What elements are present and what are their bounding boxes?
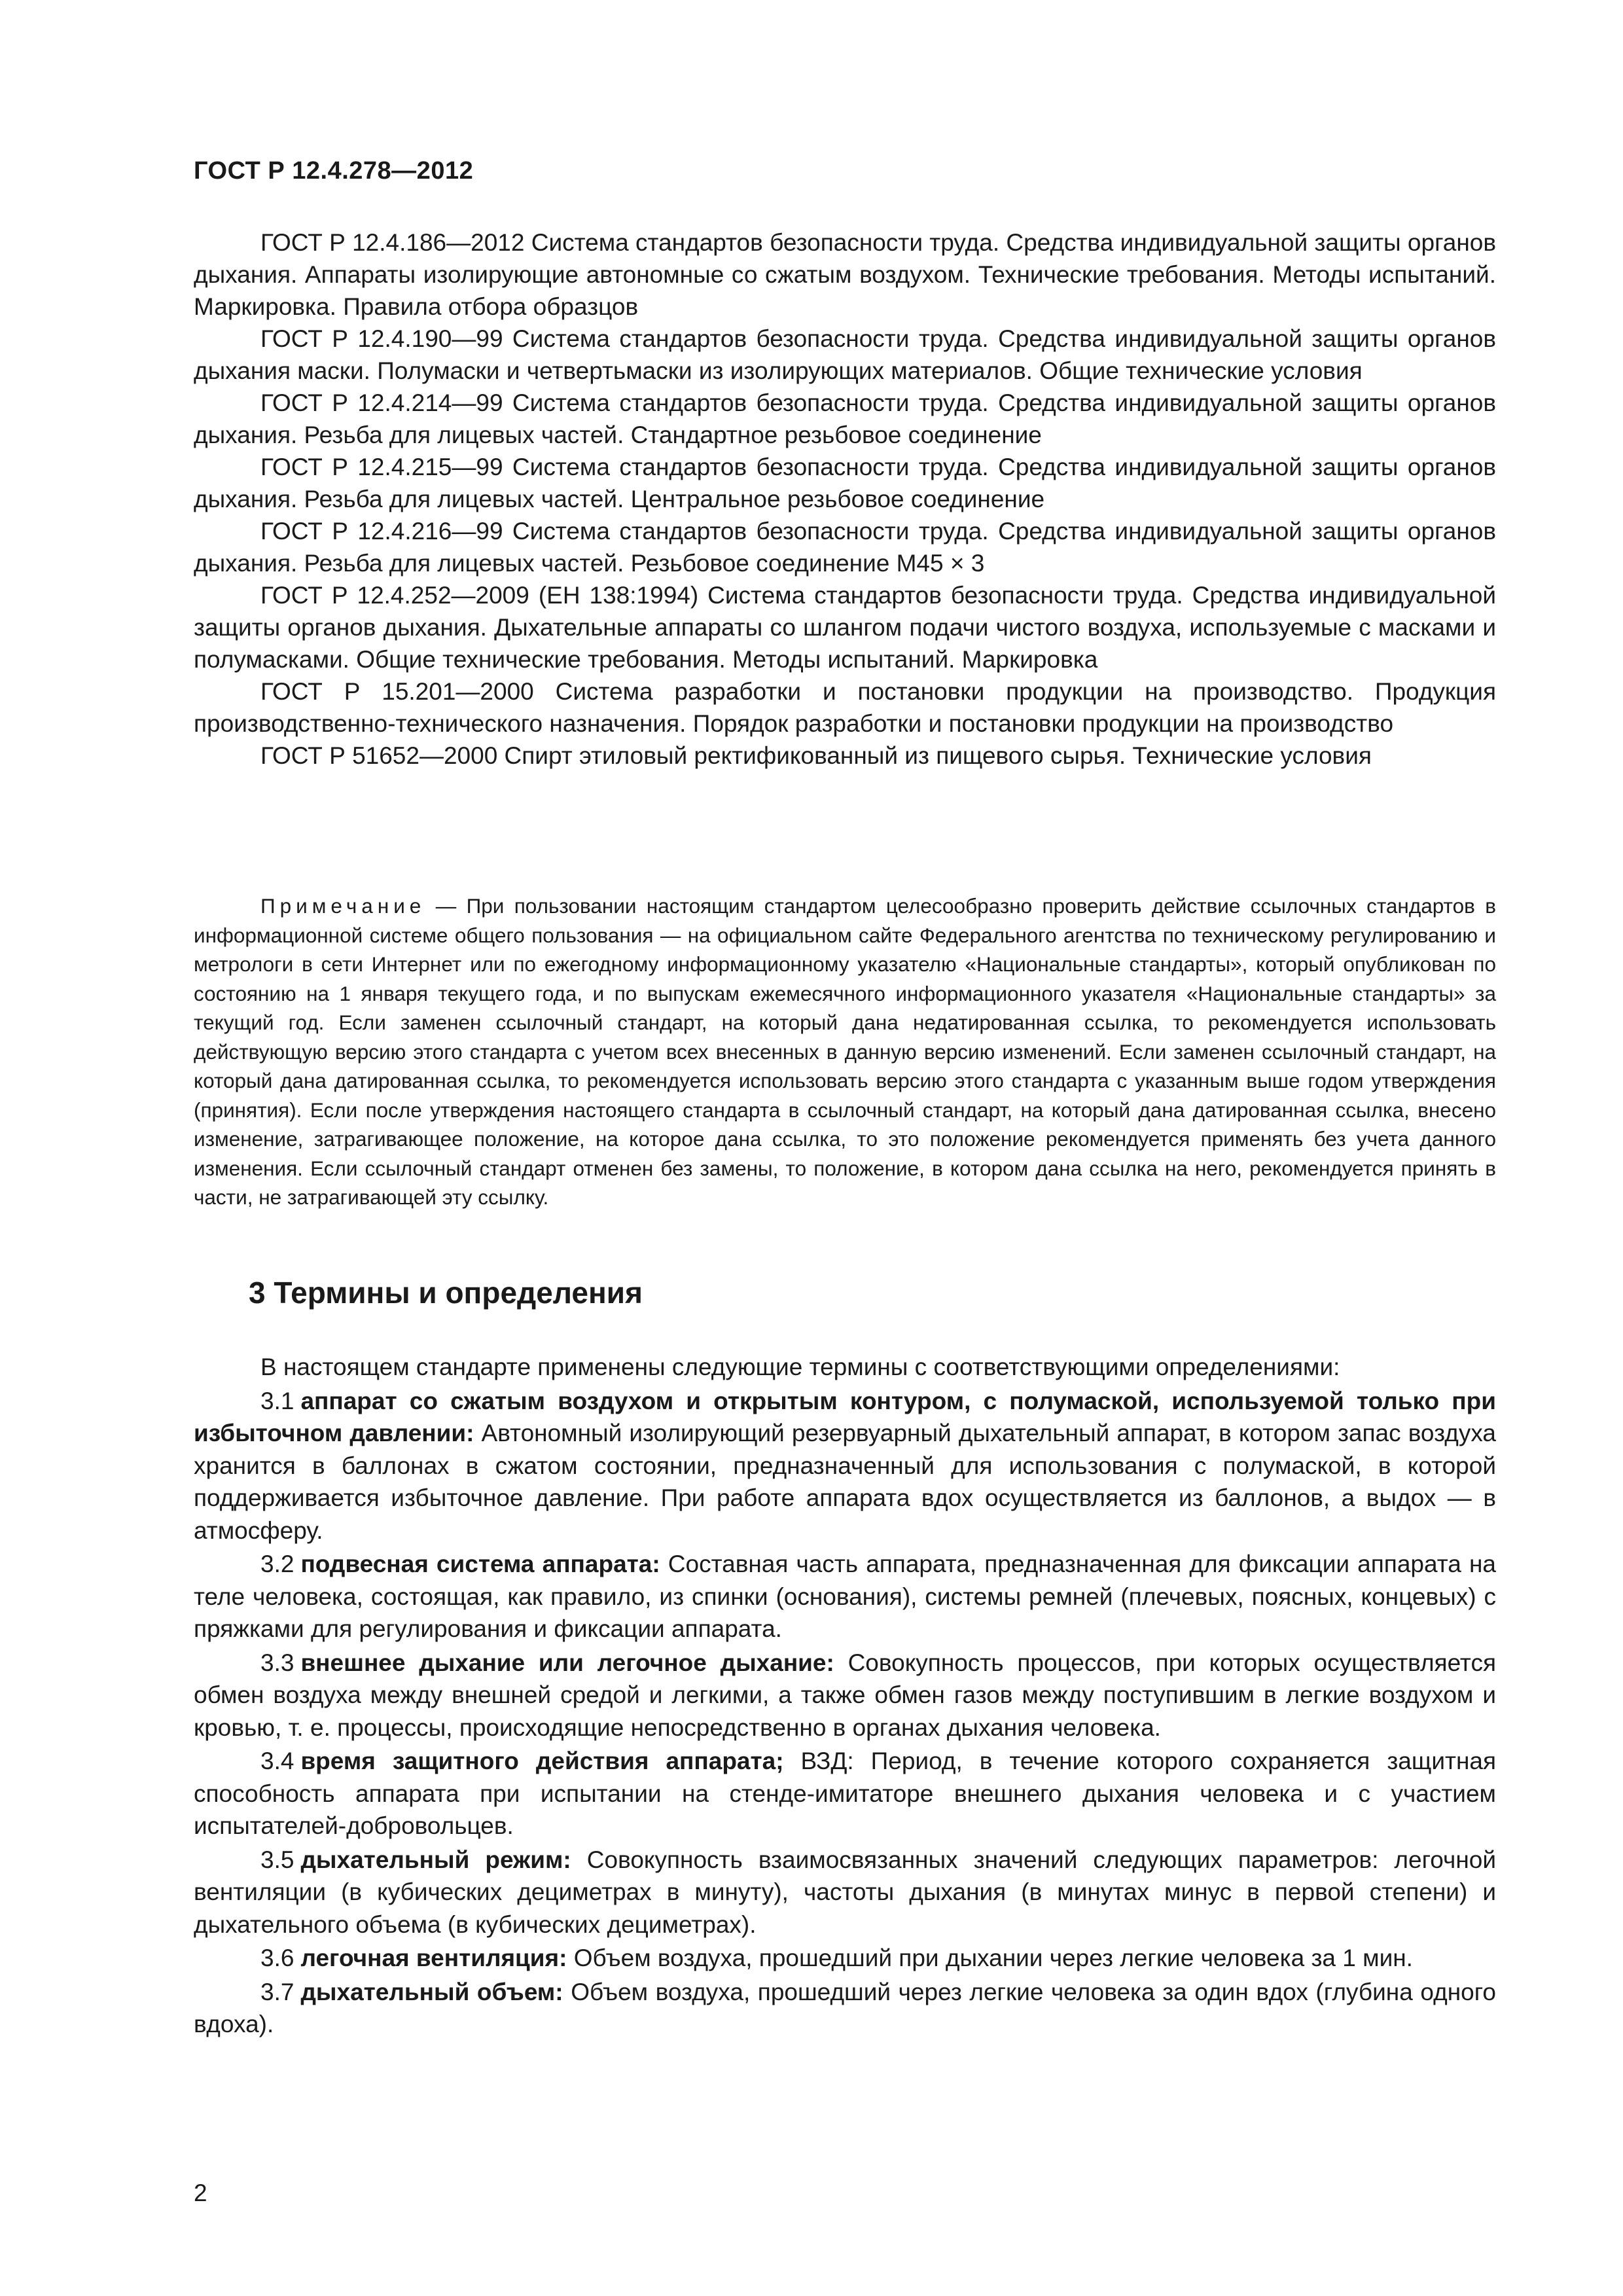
term-name: аппарат со сжатым воздухом и открытым контуром, с полумаской, используемой только при избыточном давлении:: [194, 1387, 1496, 1446]
note-text: — При пользовании настоящим стандартом целесообразно проверить действие ссылочных стандартов в информационной системе общего пользования — на официальном сайте Федерального агентства по техническому регулированию и метрологи в сети Интернет или по ежегодному информационному указателю «Национальные стандарты», который опубликован по состоянию на 1 января текущего года, и по выпускам ежемесячного информационного указателя «Национальные стандарты» за текущий год. Если заменен ссылочный стандарт, на который дана недатированная ссылка, то рекомендуется использовать действующую версию этого стандарта с учетом всех внесенных в данную версию изменений. Если заменен ссылочный стандарт, на который дана датированная ссылка, то рекомендуется использовать версию этого стандарта с указанным выше годом утверждения (принятия). Если после утверждения настоящего стандарта в ссылочный стандарт, на который дана датированная ссылка, внесено изменение, затрагивающее положение, на которое дана ссылка, то это положение рекомендуется применять без учета данного изменения. Если ссылочный стандарт отменен без замены, то положение, в котором дана ссылка на него, рекомендуется принять в части, не затрагивающей эту ссылку.: [194, 894, 1496, 1209]
term-entry: [194, 1385, 1496, 1547]
term-entry: [194, 1548, 1496, 1645]
term-entry: [194, 1844, 1496, 1941]
terms-list: [194, 1351, 1496, 2042]
term-name: внешнее дыхание или легочное дыхание:: [300, 1649, 834, 1676]
term-number: 3.4: [260, 1748, 294, 1774]
reference-item: ГОСТ Р 12.4.216—99 Система стандартов безопасности труда. Средства индивидуальной защиты органов дыхания. Резьба для лицевых частей. Резьбовое соединение М45 × 3: [194, 518, 1496, 577]
term-definition: Объем воздуха, прошедший через легкие человека за один вдох (глубина одного вдоха).: [194, 1978, 1496, 2037]
term-number: 3.1: [260, 1387, 294, 1414]
term-definition: Совокупность процессов, при которых осуществляется обмен воздуха между внешней средой и легкими, а также обмен газов между поступившим в легкие воздухом и кровью, т. е. процессы, происходящие непосредственно в органах дыхания человека.: [194, 1649, 1496, 1741]
term-number: 3.5: [260, 1846, 294, 1873]
reference-item: ГОСТ Р 51652—2000 Спирт этиловый ректификованный из пищевого сырья. Технические условия: [260, 742, 1372, 769]
note-label: Примечание: [260, 894, 426, 918]
reference-item: ГОСТ Р 12.4.214—99 Система стандартов безопасности труда. Средства индивидуальной защиты органов дыхания. Резьба для лицевых частей. Стандартное резьбовое соединение: [194, 389, 1496, 448]
reference-item: ГОСТ Р 15.201—2000 Система разработки и постановки продукции на производство. Продукция производственно-технического назначения. Порядок разработки и постановки продукции на производство: [194, 678, 1496, 737]
terms-intro: В настоящем стандарте применены следующие термины с соответствующими определениями:: [260, 1354, 1340, 1380]
term-number: 3.3: [260, 1649, 294, 1676]
term-definition: Объем воздуха, прошедший при дыхании через легкие человека за 1 мин.: [567, 1945, 1413, 1971]
reference-item: ГОСТ Р 12.4.190—99 Система стандартов безопасности труда. Средства индивидуальной защиты органов дыхания маски. Полумаски и четвертьмаски из изолирующих материалов. Общие технические условия: [194, 325, 1496, 384]
term-definition: Составная часть аппарата, предназначенная для фиксации аппарата на теле человека, состоящая, как правило, из спинки (основания), системы ремней (плечевых, поясных, концевых) с пряжками для регулирования и фиксации аппарата.: [194, 1551, 1496, 1642]
term-entry: [194, 1942, 1496, 1975]
term-name: время защитного действия аппарата;: [300, 1748, 784, 1774]
term-name: легочная вентиляция:: [300, 1945, 567, 1971]
document-header: ГОСТ Р 12.4.278—2012: [194, 157, 474, 185]
reference-item: ГОСТ Р 12.4.252—2009 (ЕН 138:1994) Система стандартов безопасности труда. Средства индивидуальной защиты органов дыхания. Дыхательные аппараты со шлангом подачи чистого воздуха, используемые с масками и полумасками. Общие технические требования. Методы испытаний. Маркировка: [194, 582, 1496, 673]
term-entry: [194, 1647, 1496, 1744]
reference-item: ГОСТ Р 12.4.186—2012 Система стандартов безопасности труда. Средства индивидуальной защиты органов дыхания. Аппараты изолирующие автономные со сжатым воздухом. Технические требования. Методы испытаний. Маркировка. Правила отбора образцов: [194, 229, 1496, 320]
term-definition: ВЗД: Период, в течение которого сохраняется защитная способность аппарата при испытании на стенде-имитаторе внешнего дыхания человека и с участием испытателей-добровольцев.: [194, 1748, 1496, 1839]
section-title: 3 Термины и определения: [249, 1276, 643, 1310]
reference-item: ГОСТ Р 12.4.215—99 Система стандартов безопасности труда. Средства индивидуальной защиты органов дыхания. Резьба для лицевых частей. Центральное резьбовое соединение: [194, 454, 1496, 512]
term-definition: Автономный изолирующий резервуарный дыхательный аппарат, в котором запас воздуха хранится в баллонах в сжатом состоянии, предназначенный для использования с полумаской, в которой поддерживается избыточное давление. При работе аппарата вдох осуществляется из баллонов, а выдох — в атмосферу.: [194, 1420, 1496, 1544]
term-name: дыхательный режим:: [300, 1846, 571, 1873]
term-name: дыхательный объем:: [300, 1978, 563, 2005]
term-number: 3.2: [260, 1551, 294, 1577]
term-name: подвесная система аппарата:: [300, 1551, 660, 1577]
term-entry: [194, 1976, 1496, 2041]
term-definition: Совокупность взаимосвязанных значений следующих параметров: легочной вентиляции (в кубических дециметрах в минуту), частоты дыхания (в минутах минус в первой степени) и дыхательного объема (в кубических дециметрах).: [194, 1846, 1496, 1938]
page-number: 2: [194, 2179, 207, 2206]
normative-references-list: [194, 226, 1496, 772]
term-entry: [194, 1745, 1496, 1842]
note-paragraph: [194, 891, 1496, 1212]
term-number: 3.6: [260, 1945, 294, 1971]
term-number: 3.7: [260, 1978, 294, 2005]
